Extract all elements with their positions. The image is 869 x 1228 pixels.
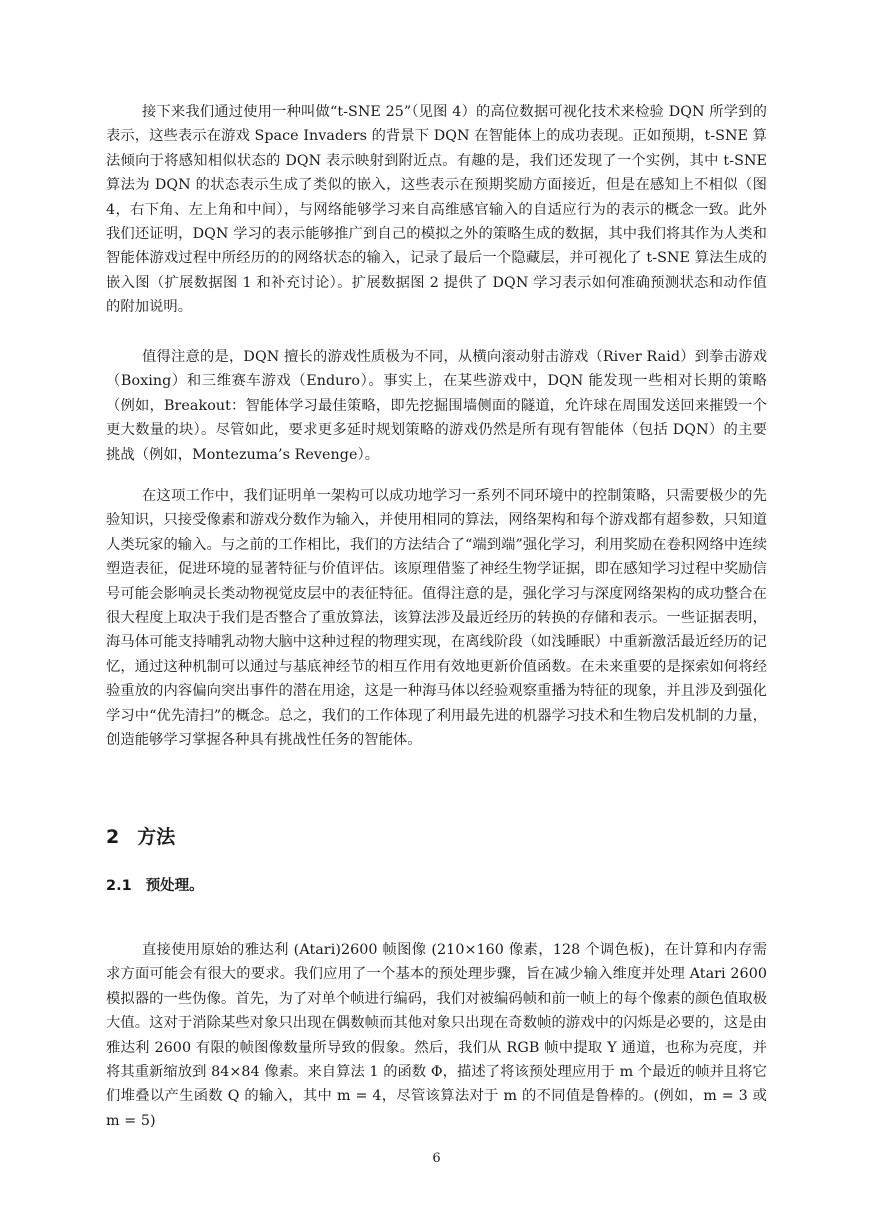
page-number: 6 [432,1151,441,1166]
paragraph-conclusion: 在这项工作中，我们证明单一架构可以成功地学习一系列不同环境中的控制策略，只需要极少的先验知识，只接受像素和游戏分数作为输入，并使用相同的算法，网络架构和每个游戏都有超参数，只知道人类玩家的输入。与之前的工作相比，我们的方法结合了“端到端”强化学习，利用奖励在卷积网络中连续塑造表征，促进环境的显著特征与价值评估。该原理借鉴了神经生物学证据，即在感知学习过程中奖励信号可能会影响灵长类动物视觉皮层中的表征特征。值得注意的是，强化学习与深度网络架构的成功整合在很大程度上取决于我们是否整合了重放算法，该算法涉及最近经历的转换的存储和表示。一些证据表明，海马体可能支持哺乳动物大脑中这种过程的物理实现，在离线阶段（如浅睡眠）中重新激活最近经历的记忆，通过这种机制可以通过与基底神经节的相互作用有效地更新价值函数。在未来重要的是探索如何将经验重放的内容偏向突出事件的潜在用途，这是一种海马体以经验观察重播为特征的现象，并且涉及到强化学习中“优先清扫”的概念。总之，我们的工作体现了利用最先进的机器学习技术和生物启发机制的力量，创造能够学习掌握各种具有挑战性任务的智能体。 [106,488,767,749]
paper-page [106,0,767,1228]
subsection-number: 2.1 [106,878,132,894]
paragraph-preprocessing: 直接使用原始的雅达利 (Atari)2600 帧图像 (210×160 像素，128 个调色板)，在计算和内存需求方面可能会有很大的要求。我们应用了一个基本的预处理步骤，旨在减少输入维度并处理 Atari 2600 模拟器的一些伪像。首先，为了对单个帧进行编码，我们对被编码帧和前一帧上的每个像素的颜色值取极大值。这对于消除某些对象只出现在偶数帧而其他对象只出现在奇数帧的游戏中的闪烁是必要的，这是由雅达利 2600 有限的帧图像数量所导致的假象。然后，我们从 RGB 帧中提取 Y 通道，也称为亮度，并将其重新缩放到 84×84 像素。来自算法 1 的函数 Φ，描述了将该预处理应用于 m 个最近的帧并且将它们堆叠以产生函数 Q 的输入，其中 m = 4，尽管该算法对于 m 的不同值是鲁棒的。(例如，m = 3 或 m = 5) [106,942,767,1129]
paragraph-game-variety: 值得注意的是，DQN 擅长的游戏性质极为不同，从横向滚动射击游戏（River Raid）到拳击游戏（Boxing）和三维赛车游戏（Enduro）。事实上，在某些游戏中，DQN 能发现一些相对长期的策略（例如，Breakout：智能体学习最佳策略，即先挖掘围墙侧面的隧道，允许球在周围发送回来摧毁一个更大数量的块）。尽管如此，要求更多延时规划策略的游戏仍然是所有现有智能体（包括 DQN）的主要挑战（例如，Montezuma’s Revenge）。 [106,349,767,463]
paragraph-tsne-analysis: 接下来我们通过使用一种叫做“t-SNE 25”（见图 4）的高位数据可视化技术来检验 DQN 所学到的表示，这些表示在游戏 Space Invaders 的背景下 DQN 在智能体上的成功表现。正如预期，t-SNE 算法倾向于将感知相似状态的 DQN 表示映射到附近点。有趣的是，我们还发现了一个实例，其中 t-SNE 算法为 DQN 的状态表示生成了类似的嵌入，这些表示在预期奖励方面接近，但是在感知上不相似（图 4，右下角、左上角和中间），与网络能够学习来自高维感官输入的自适应行为的表示的概念一致。此外我们还证明，DQN 学习的表示能够推广到自己的模拟之外的策略生成的数据，其中我们将其作为人类和智能体游戏过程中所经历的的网络状态的输入，记录了最后一个隐藏层，并可视化了 t-SNE 算法生成的嵌入图（扩展数据图 1 和补充讨论）。扩展数据图 2 提供了 DQN 学习表示如何准确预测状态和动作值的附加说明。 [106,104,767,316]
subsection-title: 预处理。 [145,878,204,894]
subsection-heading-preprocessing [106,874,204,898]
section-heading-methods [106,823,175,851]
section-title: 方法 [137,826,176,848]
section-number: 2 [106,826,120,848]
